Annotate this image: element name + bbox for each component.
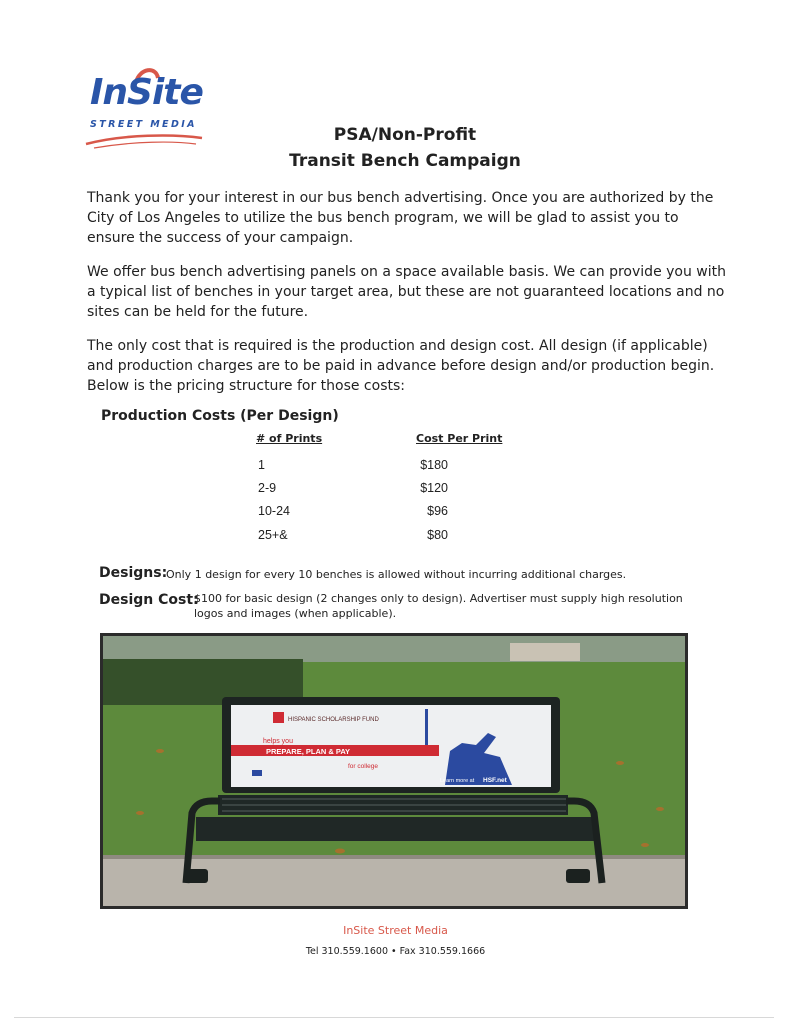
leaf [156,749,164,753]
table-cell-prints: 2-9 [258,481,277,495]
leaf [136,811,144,815]
photo-background-trees [103,636,685,662]
company-logo [84,64,208,150]
table-cell-cost: $120 [420,481,448,495]
leaf [616,761,624,765]
ad-small-logo [252,770,262,776]
bench-left-foot [184,869,208,883]
page-title: PSA/Non-Profit [333,125,477,145]
footer-company-name: InSite Street Media [343,924,448,937]
bench-seat [196,817,594,841]
bench-right-foot [566,869,590,883]
footer-contact-info: Tel 310.559.1600 • Fax 310.559.1666 [305,946,486,957]
availability-paragraph: We offer bus bench advertising panels on a space available basis. We can provide you with a typical list of benches in your target area, but these are not guaranteed locations and no sites can be held for the future. [87,264,727,320]
table-cell-cost: $96 [427,504,448,518]
logo-wordmark: InSite [90,72,203,113]
table-cell-cost: $180 [420,458,448,472]
designs-text: Only 1 design for every 10 benches is allowed without incurring additional charges. [166,568,627,581]
ad-brand-mark [273,712,284,723]
ad-for-college: for college [348,763,378,770]
intro-paragraph: Thank you for your interest in our bus bench advertising. Once you are authorized by the City of Los Angeles to utilize the bus bench program, we will be glad to assist you to ensure the success of your campaign. [87,190,714,246]
table-cell-prints: 25+& [258,528,288,542]
leaf [641,843,649,847]
bench-slat [222,810,566,812]
page-bottom-divider [14,1017,774,1018]
ad-brand-text: HISPANIC SCHOLARSHIP FUND [288,717,379,723]
ad-graduate-arm [425,709,428,745]
ad-headline: PREPARE, PLAN & PAY [266,747,351,756]
bench-photo [100,633,688,909]
cost-paragraph: The only cost that is required is the production and design cost. All design (if applicable) and production charges are to be paid in advance before design and/or production begin. Below is the pricing structure for those costs: [87,338,715,394]
production-costs-heading: Production Costs (Per Design) [101,408,339,424]
table-cell-prints: 10-24 [258,504,290,518]
ad-helps-text: helps you [263,738,293,745]
design-cost-label: Design Cost: [99,592,199,608]
leaf [656,807,664,811]
cost-column-header: Cost Per Print [416,432,503,445]
ad-learn-text: Learn more at [440,778,475,784]
leaf [335,849,345,854]
bench-slat [222,798,566,800]
table-cell-cost: $80 [427,528,448,542]
prints-column-header: # of Prints [256,432,323,445]
logo-tagline: STREET MEDIA [90,119,197,130]
bench-slat [222,804,566,806]
page-subtitle: Transit Bench Campaign [289,151,521,171]
photo-building [510,643,580,661]
design-cost-text: $100 for basic design (2 changes only to design). Advertiser must supply high resolution logos and images (when applicable). [194,592,683,620]
ad-url-text: HSF.net [483,777,507,784]
table-cell-prints: 1 [258,458,265,472]
designs-label: Designs: [99,565,168,581]
